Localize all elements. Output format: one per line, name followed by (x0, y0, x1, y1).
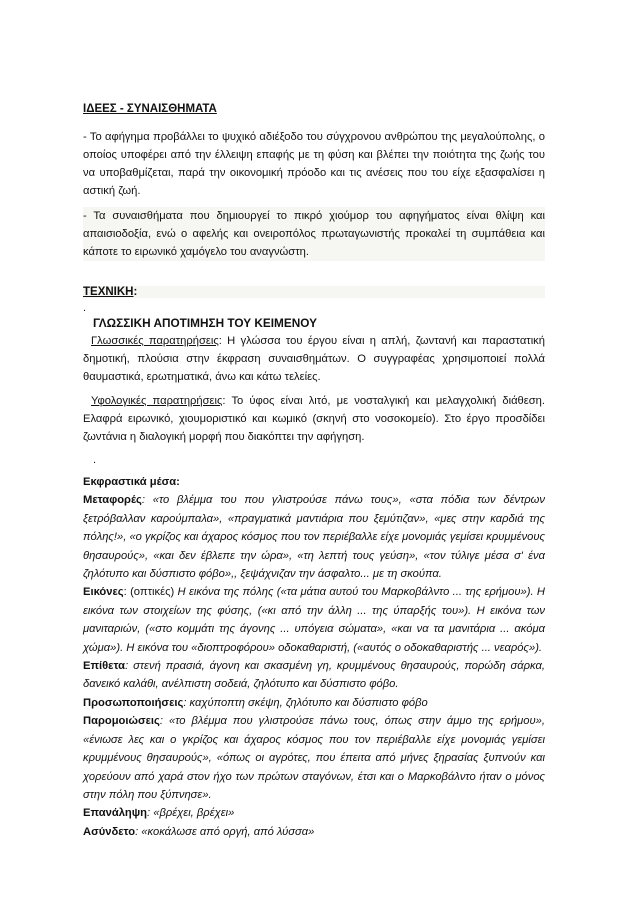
language-text: : Η γλώσσα του έργου είναι η απλή, ζωντανή και παραστατική δημοτική, πλούσια στην έκφραση συναισθημάτων. Ο συγγραφέας χρησιμοποιεί πολλά θαυμαστικά, ερωτηματικά, άνω και κάτω τελείες. (83, 335, 546, 383)
paragraph-ideas-1: - Το αφήγημα προβάλλει το ψυχικό αδιέξοδο του σύγχρονου ανθρώπου της μεγαλούπολης, ο οποίος υποφέρει από την έλλειψη επαφής με τη φύση και βλέπει την ποιότητα της ζωής του να υποβαθμίζεται, παρά την οικονομική πρόοδο και τις ανέσεις που του είχε εξασφαλίσει η αστική ζωή. (83, 131, 545, 197)
heading-expressive: Εκφραστικά μέσα: (83, 476, 180, 488)
heading-technique-colon: : (133, 286, 138, 298)
paragraph-language (83, 332, 545, 386)
item-epithets (83, 657, 545, 694)
repetition-text: : «βρέχει, βρέχει» (147, 807, 235, 820)
item-repetition (83, 804, 545, 822)
images-label: Εικόνες (83, 586, 124, 599)
epithets-label: Επίθετα (83, 660, 126, 673)
similes-text: : «το βλέμμα που γλιστρούσε πάνω τους, όπως στην άμμο της ερήμου», «ένιωσε λες και ο γκρίζος και άχαρος κόσμος που τον περιέβαλλε είχε μονομιάς γεμίσει κρυμμένους θησαυρούς», «όπως οι αγρότες, που έπειτα από μήνες ξηρασίας ξυπνούν και χορεύουν από χαρά στον ήχο των πρώτων σταγόνων, έτσι και ο Μαρκοβάλντο ήταν ο μόνος στην πόλη που ξύπνησε». (83, 715, 545, 801)
heading-ideas: ΙΔΕΕΣ - ΣΥΝΑΙΣΘΗΜΑΤΑ (83, 103, 217, 115)
style-label: Υφολογικές παρατηρήσεις (91, 395, 223, 407)
item-metaphors (83, 491, 545, 583)
personif-text: : καχύποπτη σκέψη, ζηλότυπο και δύσπιστο φόβο (183, 696, 428, 709)
dot-marker: . (83, 302, 87, 314)
paragraph-ideas-2: - Τα συναισθήματα που δημιουργεί το πικρό χιούμορ του αφηγήματος είναι θλίψη και απαισιοδοξία, ενώ ο αφελής και ονειροπόλος πρωταγωνιστής προκαλεί τη συμπάθεια και κάποτε το ειρωνικό χαμόγελο του αναγνώστη. (83, 207, 545, 261)
images-text: Η εικόνα της πόλης («τα μάτια αυτού του Μαρκοβάλντο ... της ερήμου»). Η εικόνα των στοιχείων της φύσης, («κι από την άλλη ... της ύπαρξής του»). Η εικόνα των μανιταριών, («στο κομμάτι της άγονης ... υπόγεια σώματα», «και να τα μανιτάρια ... ακόμα χώμα»). Η εικόνα του «διοπτροφόρου» οδοκαθαριστή, («αυτός ο οδοκαθαριστής ... νεαρός»). (83, 586, 545, 654)
personif-label: Προσωποποιήσεις (83, 696, 184, 709)
heading-technique (83, 286, 545, 298)
dot-marker-2: . (93, 454, 97, 466)
expressive-means (83, 473, 545, 841)
item-asyndeton (83, 823, 545, 841)
metaphors-label: Μεταφορές (83, 494, 142, 507)
epithets-text: : στενή πρασιά, άγονη και σκασμένη γη, κρυμμένους θησαυρούς, πορώδη σάρκα, δανεικό καλάθι, ανέλπιστη σοδειά, ζηλότυπο και δύσπιστο φόβο. (83, 660, 545, 691)
item-personifications (83, 694, 545, 712)
images-plain: : (οπτικές) (123, 586, 178, 599)
paragraph-style (83, 392, 545, 446)
item-similes (83, 712, 545, 804)
style-text: : Το ύφος είναι λιτό, με νοσταλγική και μελαγχολική διάθεση. Ελαφρά ειρωνικό, χιουμοριστικό και κωμικό (σκηνή στο νοσοκομείο). Στο έργο προσδίδει ζωντάνια η διαλογική μορφή που διακόπτει την αφήγηση. (83, 395, 546, 443)
metaphors-text: : «το βλέμμα του που γλιστρούσε πάνω τους», «στα πόδια των δέντρων ξετρόβαλλαν καρούμπαλα», «πραγματικά μαντιάρια που ξεμύτιζαν», «μες στην καρδιά της πόλης!», «ο γκρίζος και άχαρος κόσμος που τον περιέβαλλε είχε μονομιάς γεμίσει κρυμμένους θησαυρούς», «και δεν έβλεπε την ώρα», «τη λεπτή τους γεύση», «τον τύλιγε μέσα σ' ένα ζηλότυπο και δύσπιστο φόβο»,, ξεψάχνιζαν την άσφαλτο... με τη σκούπα. (83, 494, 545, 581)
item-images (83, 583, 545, 657)
heading-technique-text: ΤΕΧΝΙΚΗ (83, 286, 134, 298)
similes-label: Παρομοιώσεις (83, 715, 160, 728)
language-label: Γλωσσικές παρατηρήσεις (91, 335, 219, 347)
repetition-label: Επανάληψη (83, 807, 148, 820)
asyndeton-text: : «κοκάλωσε από οργή, από λύσσα» (135, 825, 315, 838)
asyndeton-label: Ασύνδετο (83, 825, 136, 838)
heading-language: ΓΛΩΣΣΙΚΗ ΑΠΟΤΙΜΗΣΗ ΤΟΥ ΚΕΙΜΕΝΟΥ (93, 316, 317, 330)
